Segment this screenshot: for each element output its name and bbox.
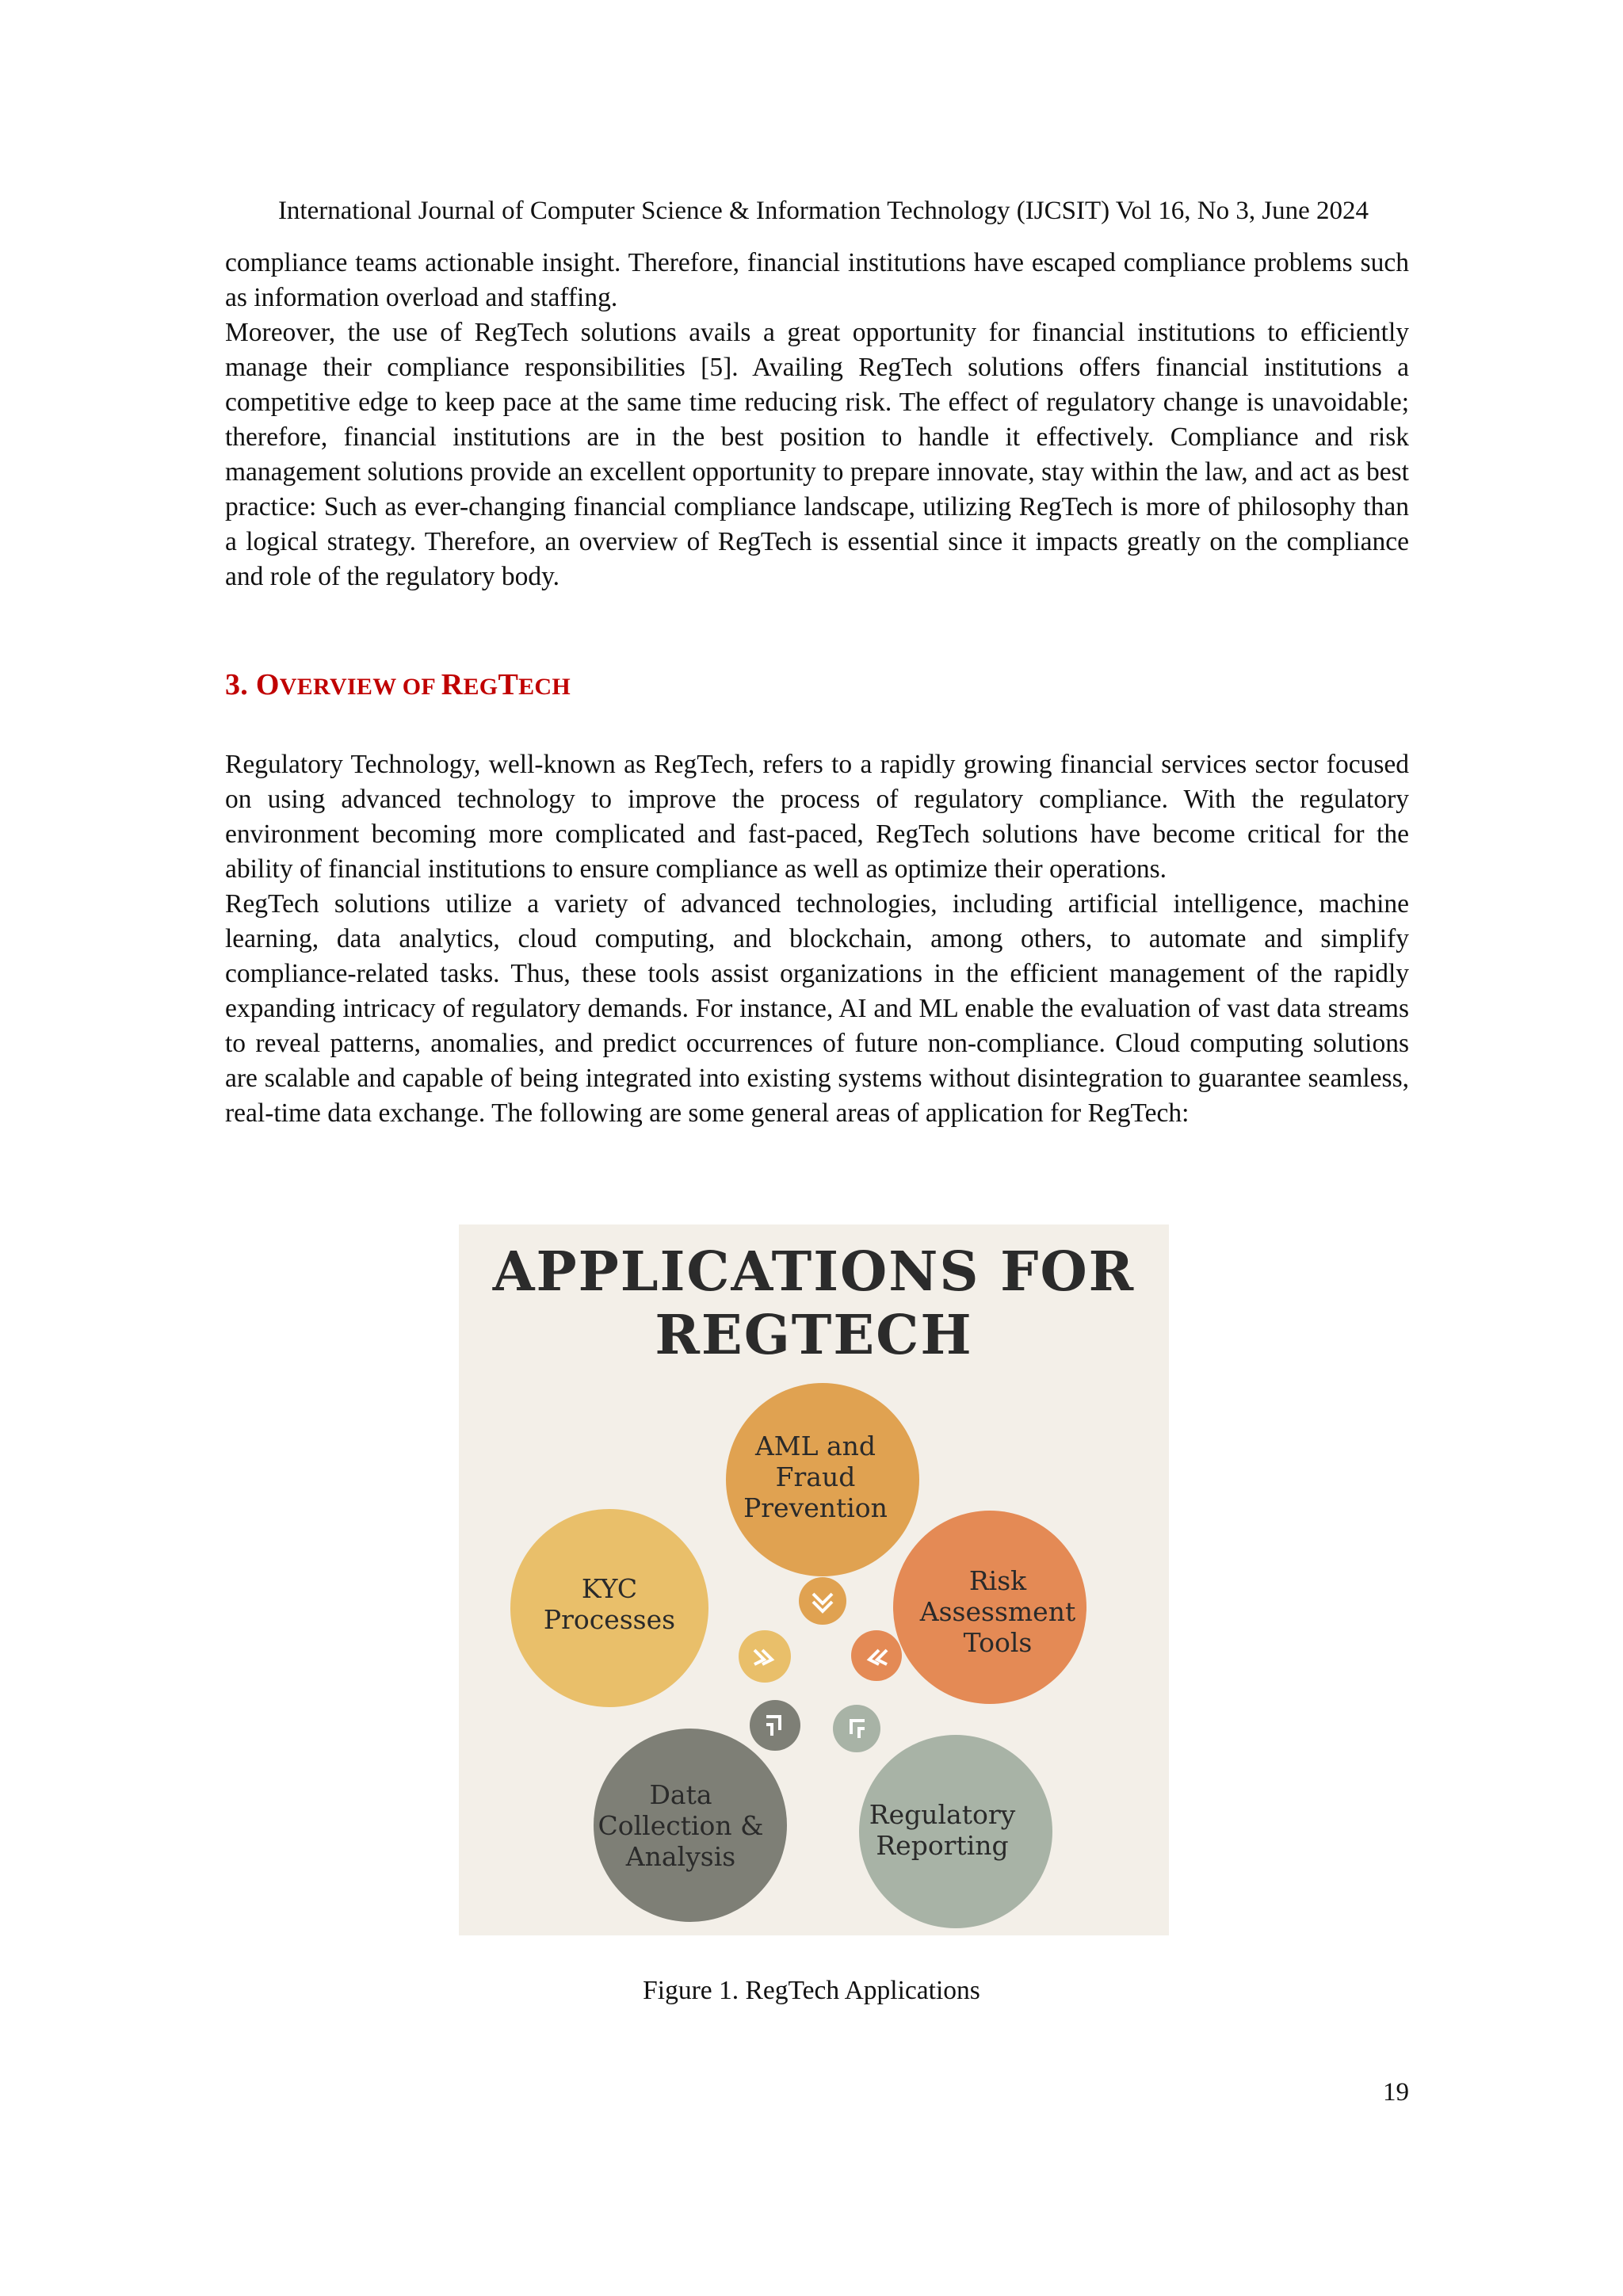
running-header: International Journal of Computer Science & Information Technology (IJCSIT) Vol 16, No 3, June 2024 <box>277 197 1369 225</box>
bubble-label-kyc: KYC Processes <box>543 1573 676 1635</box>
figure-caption: Figure 1. RegTech Applications <box>643 1976 980 2005</box>
figure-regtech-applications <box>459 1224 1169 1935</box>
bubble-label-reg: Regulatory Reporting <box>869 1799 1016 1861</box>
bubble-label-aml: AML and Fraud Prevention <box>743 1431 888 1523</box>
section-number: 3. <box>225 668 249 701</box>
bubble-label-data: Data Collection & Analysis <box>598 1779 764 1872</box>
paragraph: compliance teams actionable insight. Therefore, financial institutions have escaped compliance problems such as information overload and staffing. <box>225 248 1409 312</box>
section-title-part: R <box>441 668 464 701</box>
page-number: 19 <box>1383 2078 1409 2107</box>
section-title-part: VERVIEW OF <box>279 674 441 700</box>
section-heading <box>225 667 571 702</box>
paragraph: Moreover, the use of RegTech solutions avails a great opportunity for financial institutions to efficiently manage their compliance responsibilities [5]. Availing RegTech solutions offers financial institutions a competitive edge to keep pace at the same time reducing risk. The effect of regulatory change is unavoidable; therefore, financial institutions are in the best position to handle it effectively. Compliance and risk management solutions provide an excellent opportunity to prepare innovate, stay within the law, and act as best practice: Such as ever-changing financial compliance landscape, utilizing RegTech is more of philosophy than a logical strategy. Therefore, an overview of RegTech is essential since it impacts greatly on the compliance and role of the regulatory body. <box>225 318 1409 591</box>
section-title-part: EG <box>463 674 498 700</box>
section-title-part: ECH <box>518 674 571 700</box>
bubble-label-risk: Risk Assessment Tools <box>919 1565 1076 1658</box>
paragraph: Regulatory Technology, well-known as RegTech, refers to a rapidly growing financial services sector focused on using advanced technology to improve the process of regulatory compliance. With the regulatory environment becoming more complicated and fast-paced, RegTech solutions have become critical for the ability of financial institutions to ensure compliance as well as optimize their operations. <box>225 750 1409 884</box>
body-text-top <box>225 246 1409 594</box>
body-text-section <box>225 747 1409 1131</box>
figure-title-line-2: REGTECH <box>655 1304 973 1367</box>
figure-title-line-1: APPLICATIONS FOR <box>492 1240 1136 1304</box>
paragraph: RegTech solutions utilize a variety of advanced technologies, including artificial intelligence, machine learning, data analytics, cloud computing, and blockchain, among others, to automate and simplify compliance-related tasks. Thus, these tools assist organizations in the efficient management of the rapidly expanding intricacy of regulatory demands. For instance, AI and ML enable the evaluation of vast data streams to reveal patterns, anomalies, and predict occurrences of future non-compliance. Cloud computing solutions are scalable and capable of being integrated into existing systems without disintegration to guarantee seamless, real-time data exchange. The following are some general areas of application for RegTech: <box>225 889 1409 1128</box>
section-title-part: T <box>498 668 519 701</box>
section-title-part: O <box>255 668 280 701</box>
